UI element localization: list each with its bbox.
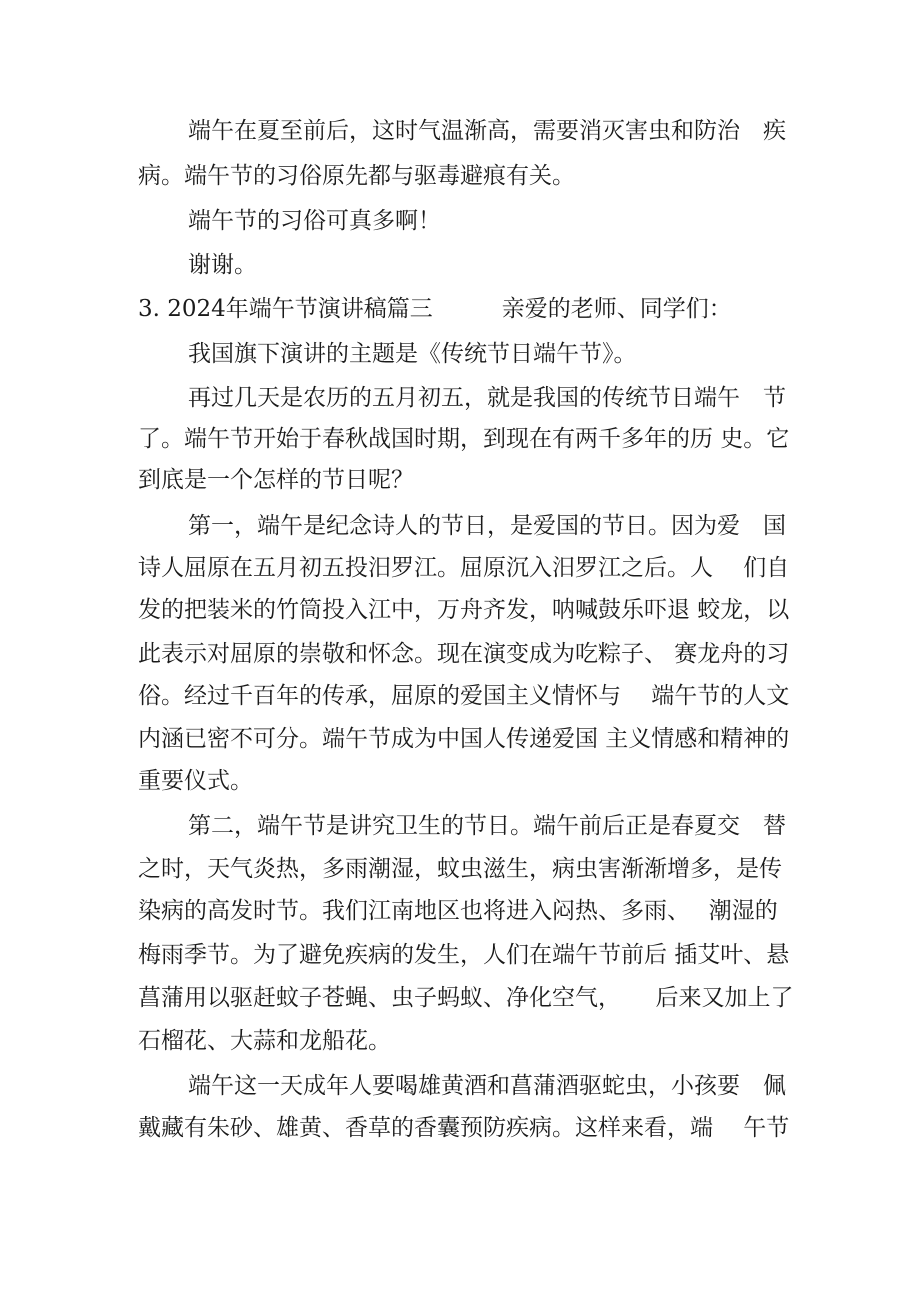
paragraph-line: 端午在夏至前后，这时气温渐高，需要消灭害虫和防治 疾 (188, 118, 786, 144)
paragraph-line: 重要仪式。 (138, 768, 253, 794)
paragraph-line: 菖蒲用以驱赶蚊子苍蝇、虫子蚂蚁、净化空气， 后来又加上了 (138, 985, 794, 1011)
section-heading: 3. 2024年端午节演讲稿篇三 亲爱的老师、同学们： (138, 296, 732, 322)
paragraph-line: 我国旗下演讲的主题是《传统节日端午节》。 (188, 341, 637, 367)
paragraph-line: 到底是一个怎样的节日呢？ (138, 467, 414, 493)
paragraph-line: 戴藏有朱砂、雄黄、香草的香囊预防疾病。这样来看，端 午节 (138, 1115, 790, 1141)
paragraph-line: 俗。经过千百年的传承，屈原的爱国主义情怀与 端午节的人文 (138, 683, 790, 709)
paragraph-line: 内涵已密不可分。端午节成为中国人传递爱国 主义情感和精神的 (138, 726, 790, 752)
paragraph-line: 之时，天气炎热，多雨潮湿，蚊虫滋生，病虫害渐渐增多，是传 (138, 856, 782, 882)
paragraph-line: 石榴花、大蒜和龙船花。 (138, 1028, 391, 1054)
paragraph-line: 了。端午节开始于春秋战国时期，到现在有两千多年的历 史。它 (138, 426, 790, 452)
paragraph-line: 第一，端午是纪念诗人的节日，是爱国的节日。因为爱 国 (188, 513, 786, 539)
paragraph-line: 诗人屈原在五月初五投汨罗江。屈原沉入汨罗江之后。人 们自 (138, 555, 790, 581)
paragraph-line: 梅雨季节。为了避免疾病的发生，人们在端午节前后 插艾叶、悬 (138, 942, 790, 968)
paragraph-line: 发的把装米的竹筒投入江中，万舟齐发，呐喊鼓乐吓退 蛟龙，以 (138, 597, 790, 623)
paragraph-line: 谢谢。 (188, 252, 257, 278)
paragraph-line: 此表示对屈原的崇敬和怀念。现在演变成为吃粽子、 赛龙舟的习 (138, 641, 790, 667)
paragraph-line: 端午这一天成年人要喝雄黄酒和菖蒲酒驱蛇虫，小孩要 佩 (188, 1073, 786, 1099)
paragraph-line: 再过几天是农历的五月初五，就是我国的传统节日端午 节 (188, 385, 786, 411)
paragraph-line: 第二，端午节是讲究卫生的节日。端午前后正是春夏交 替 (188, 813, 786, 839)
paragraph-line: 病。端午节的习俗原先都与驱毒避痕有关。 (138, 163, 575, 189)
paragraph-line: 端午节的习俗可真多啊！ (188, 208, 441, 234)
paragraph-line: 染病的高发时节。我们江南地区也将进入闷热、多雨、 潮湿的 (138, 898, 778, 924)
